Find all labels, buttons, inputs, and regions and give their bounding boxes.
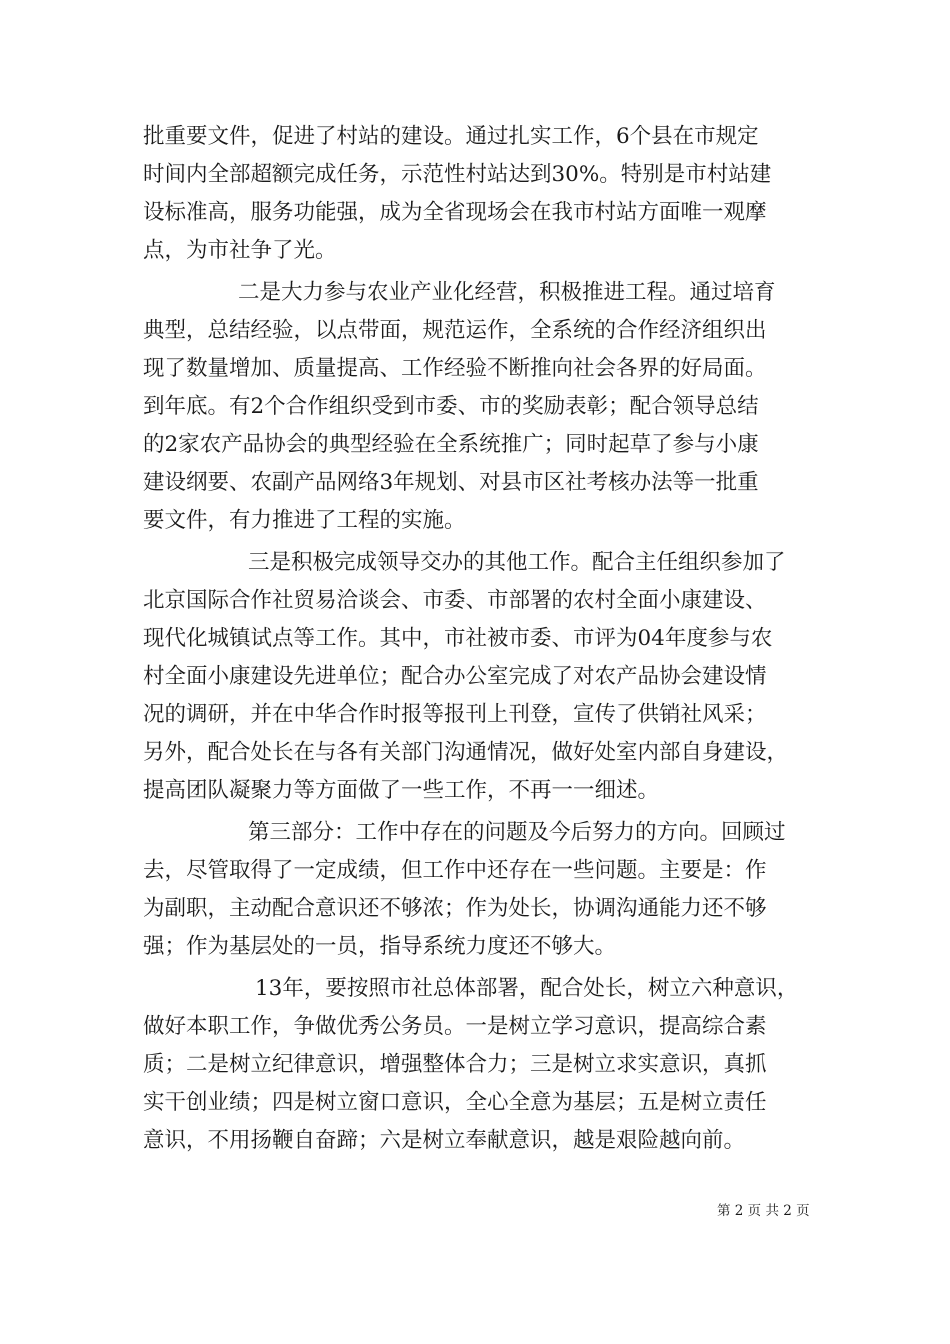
paragraph-1 [143, 118, 823, 270]
text-line: 建设纲要、农副产品网络3年规划、对县市区社考核办法等一批重 [143, 470, 759, 495]
paragraph-2 [143, 274, 823, 540]
text-line: 提高团队凝聚力等方面做了一些工作，不再一一细述。 [143, 778, 660, 803]
text-line: 设标准高，服务功能强，成为全省现场会在我市村站方面唯一观摩 [143, 200, 767, 225]
document-body [143, 118, 823, 1160]
text-line: 时间内全部超额完成任务，示范性村站达到30%。特别是市村站建 [143, 162, 772, 187]
text-line: 实干创业绩；四是树立窗口意识，全心全意为基层；五是树立责任 [143, 1090, 767, 1115]
text-line: 现了数量增加、质量提高、工作经验不断推向社会各界的好局面。 [143, 356, 767, 381]
text-line: 况的调研，并在中华合作时报等报刊上刊登，宣传了供销社风采； [143, 702, 767, 727]
text-line: 强；作为基层处的一员，指导系统力度还不够大。 [143, 934, 617, 959]
text-line: 为副职，主动配合意识还不够浓；作为处长，协调沟通能力还不够 [143, 896, 767, 921]
text-line: 典型，总结经验，以点带面，规范运作，全系统的合作经济组织出 [143, 318, 767, 343]
text-line: 做好本职工作，争做优秀公务员。一是树立学习意识，提高综合素 [143, 1014, 767, 1039]
text-line: 质；二是树立纪律意识，增强整体合力；三是树立求实意识，真抓 [143, 1052, 767, 1077]
text-line: 点，为市社争了光。 [143, 238, 337, 263]
text-line: 二是大力参与农业产业化经营，积极推进工程。通过培育 [238, 280, 776, 305]
text-line: 另外，配合处长在与各有关部门沟通情况，做好处室内部自身建设， [143, 740, 789, 765]
text-line: 到年底。有2个合作组织受到市委、市的奖励表彰；配合领导总结 [143, 394, 759, 419]
text-line: 北京国际合作社贸易洽谈会、市委、市部署的农村全面小康建设、 [143, 588, 767, 613]
text-line: 村全面小康建设先进单位；配合办公室完成了对农产品协会建设情 [143, 664, 767, 689]
text-line: 的2家农产品协会的典型经验在全系统推广；同时起草了参与小康 [143, 432, 759, 457]
text-line: 意识，不用扬鞭自奋蹄；六是树立奉献意识，越是艰险越向前。 [143, 1128, 746, 1153]
paragraph-3 [143, 544, 823, 810]
paragraph-4 [143, 814, 823, 966]
page-number: 第 2 页 共 2 页 [717, 1203, 810, 1219]
text-line: 批重要文件，促进了村站的建设。通过扎实工作，6个县在市规定 [143, 124, 759, 149]
text-line: 第三部分：工作中存在的问题及今后努力的方向。回顾过 [248, 820, 786, 845]
text-line: 三是积极完成领导交办的其他工作。配合主任组织参加了 [248, 550, 786, 575]
paragraph-5 [143, 970, 823, 1160]
text-line: 要文件，有力推进了工程的实施。 [143, 508, 466, 533]
text-line: 13年，要按照市社总体部署，配合处长，树立六种意识， [255, 976, 799, 1001]
text-line: 现代化城镇试点等工作。其中，市社被市委、市评为04年度参与农 [143, 626, 773, 651]
text-line: 去，尽管取得了一定成绩，但工作中还存在一些问题。主要是：作 [143, 858, 767, 883]
